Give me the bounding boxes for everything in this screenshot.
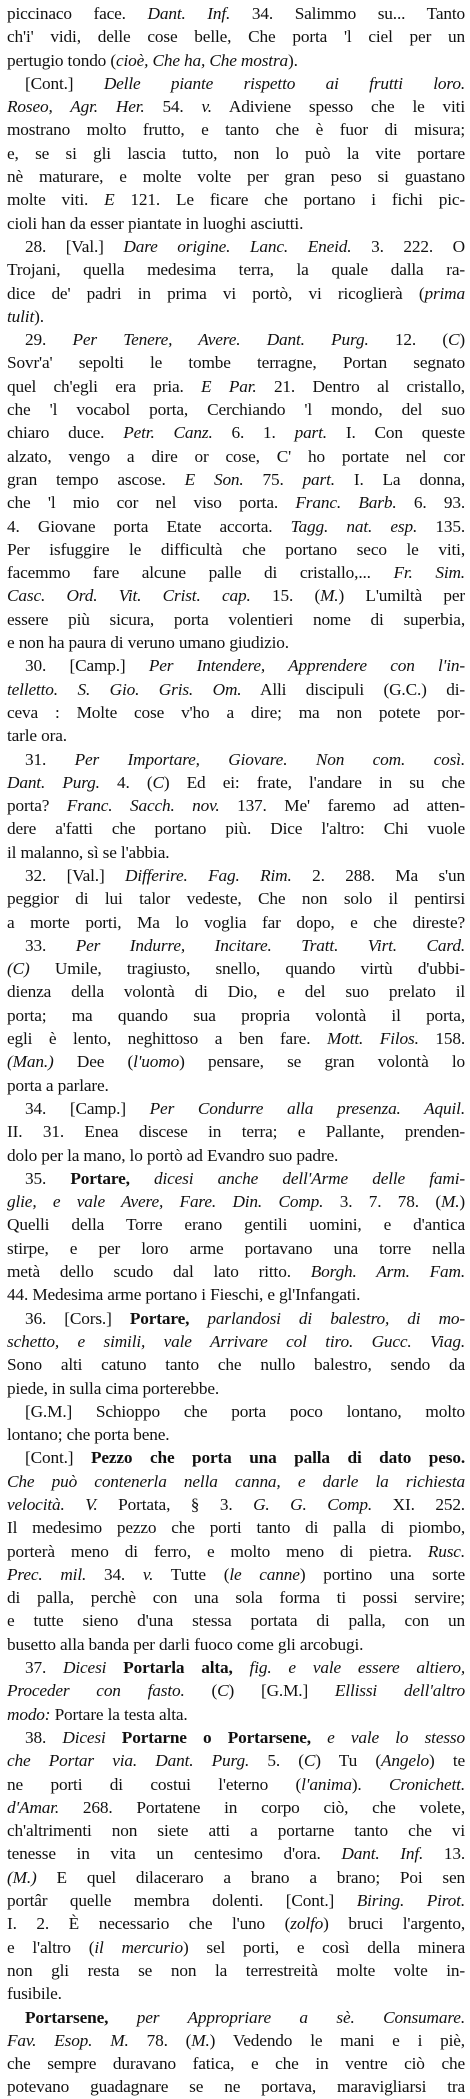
text-line [7,1423,465,1446]
text-run: Per Condurre alla presenza. Aquil. [149,1098,465,1118]
text-line [7,1516,465,1539]
text-run: (M.) [7,1867,37,1887]
text-run: C [152,772,164,792]
text-run: Fav. Esop. M. [7,2030,129,2050]
text-column [7,2,465,2099]
text-run: alzato, vengo a dire or cose, C' ho portate nel cor [7,446,465,466]
text-run: C [303,1751,316,1771]
text-run: 34. [Camp.] [25,1098,150,1118]
text-run: cioè, Che ha, Che mostra [115,50,289,70]
text-run: I. Con queste [326,423,465,443]
text-run: che 'l vocabol porta, Cerchiando 'l mondo, del suo [7,400,465,420]
text-run: 158. [418,1029,465,1049]
text-run: stirpe, e per loro arme portavano una torre nella [7,1238,465,1258]
text-run: 4. Giovane porta Etate accorta. [7,516,291,536]
text-run: Portarsene, [25,2007,109,2027]
text-run: 75. [243,469,303,489]
text-run: l'anima [301,1774,352,1794]
text-run: Dare origine. Lanc. Eneid. [123,236,352,256]
text-run: ) te [429,1751,466,1771]
text-run: (C) [7,959,30,979]
text-run: che Portar via. Dant. Purg. [7,1751,250,1771]
text-run: Prec. mil. [7,1564,87,1584]
text-run: facemmo fare alcune palle di cristallo,... [7,563,394,583]
text-run: Rusc. [427,1541,465,1561]
text-run: E quel dilaceraro a brano a brano; Poi sen [36,1867,465,1887]
text-line [7,864,465,887]
text-line [7,328,465,351]
text-line [7,841,465,864]
text-line [7,445,465,468]
text-run: che 'l mio cor nel viso porta. [7,493,296,513]
text-run: a morte porti, Ma lo voglia far dopo, e che direste? [7,912,465,932]
text-run: dienza della volontà di Dio, e del suo prelato il [7,982,465,1002]
text-run: G. G. Comp. [253,1495,373,1514]
text-line [7,584,465,607]
text-run: , § 3. [166,1495,254,1514]
text-run: 78. ( [128,2030,192,2050]
text-line [7,817,465,840]
text-line [7,724,465,747]
text-run: ch'altrimenti non siete atti a portarne tanto che vi [7,1821,465,1841]
text-run: ) Tu ( [315,1751,381,1771]
text-run: Trojani, quella medesima terra, la quale dalla ra- [7,260,465,280]
text-run: ). [288,50,298,70]
text-run: [G.M.] Schioppo che porta poco lontano, molto [25,1401,465,1421]
text-run: Per isfuggire le difficultà che portano seco le viti, [7,539,465,559]
text-run: essere più sicura, porta volentieri nome di superbia, [7,609,465,629]
text-run: fusibile. [7,1984,62,2004]
text-line [7,1982,465,2005]
text-run: lontano; che porta bene. [7,1425,170,1445]
text-run: 6. 93. [396,493,465,513]
text-line [7,1050,465,1073]
text-line [7,515,465,538]
text-line [7,305,465,328]
text-run: 5. ( [249,1751,304,1771]
text-run: che sempre duravano fatica, e che in ventre ciò che [7,2054,465,2074]
text-run: Mott. Filos. [326,1029,419,1049]
text-run: Portarne o Portarsene, [105,1727,311,1747]
text-run: metà dello scudo dal lato ritto. [7,1262,311,1282]
text-line [7,1446,465,1469]
text-run: Roseo, Agr. Her. [7,97,145,117]
text-run: 6. 1. [212,423,295,443]
text-run: porta; ma quando sua propria volontà il porta, [7,1005,465,1025]
text-run: ) Vedendo le mani e i piè, [209,2030,465,2050]
text-run: ) Ed ei: frate, l'andare in su che [163,772,466,792]
text-run: 32. [Val.] [25,865,125,885]
text-line [7,701,465,724]
text-run: ) [G.M.] [228,1681,335,1701]
text-line [7,1540,465,1563]
text-run: non gli resta se non la terrestreità molte volte in- [7,1960,465,1980]
text-line [7,957,465,980]
text-run: I. La donna, [334,469,466,489]
text-run: Delle piante rispetto ai frutti loro. [103,73,465,93]
text-run: Che può contenerla nella canna, e darle la richiesta [7,1471,465,1491]
text-line [7,1773,465,1796]
text-line [7,1959,465,1982]
text-run: Petr. Canz. [123,423,213,443]
text-line [7,1283,465,1306]
text-run: e tutte sieno d'una stessa portata di palla, con un [7,1611,465,1631]
text-run: M. [191,2030,210,2050]
text-line [7,1633,465,1656]
text-run: Borgh. Arm. Fam. [310,1262,466,1282]
text-line [7,118,465,141]
text-run: C [448,330,460,350]
text-run: gran tempo ascose. [7,469,185,489]
text-run: Pezzo che porta una palla di dato peso. [90,1448,465,1468]
text-run: ch'i' vidi, delle cose belle, Che porta 'l ciel per un [7,27,465,47]
text-run: tarle ora. [7,726,67,746]
text-run: [Cont.] [25,73,104,93]
text-run: peggior di lui talor vedeste, Che non solo il pentirsi [7,889,465,909]
text-run: e vale lo stesso [310,1727,465,1747]
text-run: ) L'umiltà per [338,586,465,606]
text-run: Portata [118,1495,167,1514]
text-run: Differire. Fag. Rim. [125,865,292,885]
text-run: di palla, perchè con una sola forma ti possi servire; [7,1588,465,1608]
text-line [7,678,465,701]
text-line [7,1167,465,1190]
text-run: 54. [144,97,202,117]
text-run: 15. ( [250,586,321,606]
text-line [7,142,465,165]
text-run: 44. Medesima arme portano i Fieschi, e gl'Infangati. [7,1285,361,1305]
text-run: 36. [Cors.] [25,1308,130,1328]
text-line [7,1563,465,1586]
text-line [7,561,465,584]
text-run: 35. [25,1168,71,1188]
text-run: Per Importare, Giovare. Non com. così. [74,749,465,769]
text-run: Dicesi [62,1727,106,1747]
text-run: piccinaco face. [7,4,148,23]
text-run: dere a'fatti che portano più. Dice l'altro: Chi vuole [7,819,465,839]
text-line [7,165,465,188]
text-run: Portare la testa alta. [50,1704,188,1724]
text-run: II. 31. Enea discese in terra; e Pallante, prenden- [7,1122,465,1142]
text-run: 135. [417,516,465,536]
text-run: per Appropriare a sè. Consumare. [108,2007,465,2027]
text-run: fig. e vale essere altiero, [232,1658,465,1678]
text-run: telletto. S. Gio. Gris. Om. [7,679,242,699]
text-run: 38. [25,1727,63,1747]
text-run: Alli discipuli (G.C.) di- [241,679,466,699]
text-run: 137. Me' faremo ad atten- [219,796,465,816]
text-line [7,1889,465,1912]
text-line [7,1237,465,1260]
text-line [7,1144,465,1167]
text-line [7,771,465,794]
text-line [7,1819,465,1842]
text-run: 268. Portatene in corpo ciò, che volete, [59,1797,465,1817]
text-run: 12. ( [368,330,449,350]
text-line [7,1912,465,1935]
text-run: 33. [25,935,76,955]
text-run: pertugio tondo ( [7,50,116,70]
text-line [7,375,465,398]
text-line [7,1866,465,1889]
text-run: schetto, e simili, vale Arrivare col tiro. Gucc. Viag. [7,1331,465,1351]
text-run: ) [459,330,466,350]
text-run: Franc. Sacch. nov. [66,796,220,816]
text-line [7,608,465,631]
text-run: busetto alla banda per darli fuoco come gli arcobugi. [7,1634,364,1654]
text-run: Sono alti catuno tanto che nullo balestro, sendo da [7,1355,465,1375]
text-line [7,1842,465,1865]
text-run: dolo per la mano, lo portò ad Evandro suo padre. [7,1145,339,1165]
text-run: part. [302,469,335,489]
text-line [7,1190,465,1213]
text-line [7,654,465,677]
text-run: ) [459,1192,465,1212]
text-line [7,258,465,281]
text-run: Fr. Sim. [393,563,465,583]
text-run: 34. [86,1564,143,1584]
text-run: 31. [25,749,75,769]
text-run: Casc. Ord. Vit. Crist. cap. [7,586,251,606]
text-line [7,1726,465,1749]
text-run: tenesse in vita un centesimo d'ora. [7,1844,342,1864]
text-run: egli è lento, neghittoso a ben fare. [7,1029,327,1049]
text-run: 34. Salimmo su... Tanto [230,4,465,23]
text-line [7,1493,465,1516]
text-run: 28. [Val.] [25,236,124,256]
text-run: E Par. [201,376,257,396]
text-line [7,1004,465,1027]
text-run: tulit [7,306,35,326]
text-run: mostrano molto frutto, e tanto che è fuor di misura; [7,120,465,140]
text-run: 21. Dentro al cristallo, [256,376,465,396]
text-line [7,631,465,654]
text-run: chiaro duce. [7,423,124,443]
text-run: il malanno, sì se l'abbia. [7,842,170,862]
text-line [7,49,465,72]
text-run: Portare, [70,1168,130,1188]
text-run: piede, in sulla cima porterebbe. [7,1378,220,1398]
text-run: ) bruci l'argento, [323,1914,465,1934]
text-run: 13. [423,1844,465,1864]
text-run: Angelo [380,1751,429,1771]
text-run: 121. Le ficare che portano i fichi pic- [114,190,465,210]
text-line [7,1586,465,1609]
text-run: e l'altro ( [7,1937,95,1957]
text-line [7,1353,465,1376]
text-run: d'Amar. [7,1797,60,1817]
text-run: M. [320,586,339,606]
text-run: Dant. Inf. [147,4,231,23]
text-line [7,491,465,514]
text-line [7,1936,465,1959]
text-run: E Son. [184,469,244,489]
text-line [7,421,465,444]
text-run: e non ha paura di veruno umano giudizio. [7,633,289,653]
text-run: Dee ( [53,1052,134,1072]
text-line [7,235,465,258]
text-line [7,934,465,957]
text-run: e, se si gli lascia tutto, non lo può la vite portare [7,143,465,163]
text-line [7,1609,465,1632]
text-run: Adiviene spesso che le viti [211,97,465,117]
text-run: M. [440,1192,460,1212]
text-run: le canne [229,1564,300,1584]
text-line [7,2052,465,2075]
text-run: porta a parlare. [7,1075,109,1095]
text-line [7,980,465,1003]
text-line [7,25,465,48]
text-line [7,1120,465,1143]
text-run: Biring. Pirot. [356,1891,465,1911]
text-run: 3. 7. 78. ( [323,1192,441,1212]
text-line [7,1027,465,1050]
text-line [7,1260,465,1283]
text-run: 29. [25,330,73,350]
text-line [7,1377,465,1400]
text-line [7,1703,465,1726]
text-run: part. [294,423,327,443]
text-run: cioli han da esser piantate in luoghi asciutti. [7,213,304,233]
text-run: 2. 288. Ma s'un [291,865,465,885]
text-line [7,1749,465,1772]
text-line [7,468,465,491]
text-run: ). [351,1774,390,1794]
text-line [7,794,465,817]
text-run: Quelli della Torre erano gentili uomini, e d'antica [7,1215,465,1235]
text-run: Dant. Inf. [341,1844,424,1864]
text-run: Per Intendere, Apprendere con l'in- [148,656,465,676]
text-run: 4. ( [99,772,153,792]
text-line [7,1796,465,1819]
text-run: Portarla alta, [106,1658,233,1678]
text-run: 37. [25,1658,64,1678]
text-line [7,1330,465,1353]
text-line [7,748,465,771]
text-line [7,1656,465,1679]
text-run: molte viti. [7,190,105,210]
text-run: Umile, tragiusto, snello, quando virtù d'ubbi- [29,959,465,979]
text-run: portâr quelle membra dolenti. [Cont.] [7,1891,357,1911]
text-line [7,1679,465,1702]
text-run: quel ch'egli era pria. [7,376,202,396]
text-run: Tagg. nat. esp. [290,516,418,536]
text-run: dicesi anche dell'Arme delle fami- [129,1168,465,1188]
text-run: ) sel porti, e così della minera [182,1937,465,1957]
text-run: potevano guadagnare se ne portava, maravigliarsi tra [7,2077,465,2097]
text-run: zolfo [290,1914,324,1934]
text-line [7,1213,465,1236]
text-line [7,188,465,211]
text-run: Per Tenere, Avere. Dant. Purg. [72,330,369,350]
text-run: ) portino una sorte [299,1564,466,1584]
text-run: Ellissi dell'altro [334,1681,465,1701]
text-run: Proceder con fasto. [7,1681,185,1701]
text-line [7,2075,465,2098]
text-run: ) pensare, se gran volontà lo [179,1052,465,1072]
text-run: l'uomo [133,1052,180,1072]
text-run: ne porti di costui l'eterno ( [7,1774,302,1794]
text-line [7,1307,465,1330]
text-line [7,351,465,374]
text-line [7,1074,465,1097]
text-run: ceva : Molte cose v'ho a dire; ma non potete por- [7,702,465,722]
text-run: XI. 252. [372,1495,465,1514]
text-line [7,887,465,910]
text-run: (Man.) [7,1052,54,1072]
text-run: porterà meno di ferro, e molto meno di pietra. [7,1541,428,1561]
text-run: 30. [Camp.] [25,656,149,676]
text-run: E [104,190,115,210]
text-run: ). [34,306,44,326]
text-line [7,538,465,561]
text-run: Dicesi [63,1658,107,1678]
text-line [7,1470,465,1493]
text-run: Franc. Barb. [295,493,397,513]
text-run: Portare, [129,1308,190,1328]
text-run: Dant. Purg. [7,772,100,792]
text-run: modo: [7,1704,51,1724]
text-run: glie, e vale Avere, Fare. Din. Comp. [7,1192,324,1212]
text-line [7,95,465,118]
text-line [7,72,465,95]
text-line [7,1400,465,1423]
text-run: [Cont.] [25,1448,91,1468]
text-run: velocità. V. [7,1495,119,1514]
text-run: Per Indurre, Incitare. Tratt. Virt. Card. [75,935,465,955]
text-run: Tutte ( [153,1564,230,1584]
text-run: C [217,1681,229,1701]
text-line [7,2,465,25]
text-run: I. 2. È necessario che l'uno ( [7,1914,291,1934]
text-run: parlandosi di balestro, di mo- [189,1308,465,1328]
text-run: 3. 222. O [351,236,465,256]
text-line [7,2029,465,2052]
text-run: ( [184,1681,218,1701]
text-run: dice de' padri in prima vi portò, vi ricoglierà ( [7,283,425,303]
text-run: v. [142,1564,154,1584]
text-line [7,398,465,421]
text-run: Cronichett. [389,1774,465,1794]
text-run: nè maturare, e molte volte per gran peso si guastano [7,167,465,187]
text-run: porta? [7,796,67,816]
text-line [7,1097,465,1120]
text-run: prima [424,283,465,303]
text-line [7,911,465,934]
text-line [7,212,465,235]
text-line [7,2006,465,2029]
text-run: Sovr'a' sepolti le tombe terragne, Portan segnato [7,353,465,373]
text-run: Il medesimo pezzo che porti tanto di palla di piombo, [7,1518,465,1538]
text-line [7,282,465,305]
text-run: il mercurio [94,1937,183,1957]
text-run: v. [201,97,212,117]
